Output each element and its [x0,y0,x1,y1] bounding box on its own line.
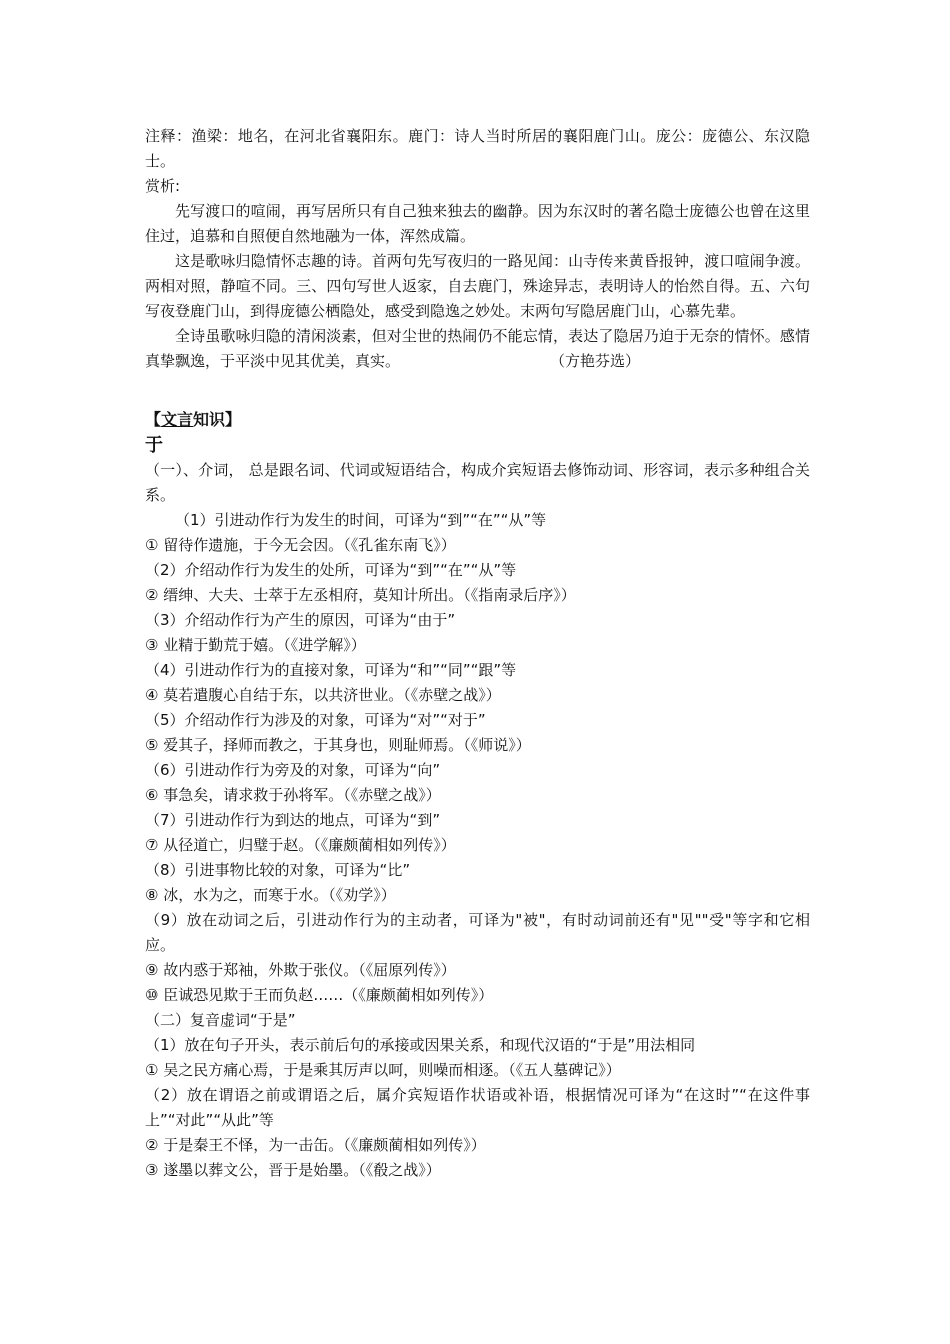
knowledge-line-19: ⑩ 臣诚恐见欺于王而负赵……（《廉颇蔺相如列传》） [145,986,494,1004]
annotation-paragraph: 注释：渔梁：地名，在河北省襄阳东。鹿门：诗人当时所居的襄阳鹿门山。庞公：庞德公、东汉隐士。 [145,127,810,170]
knowledge-line-15: （8）引进事物比较的对象，可译为“比” [145,861,411,879]
section-title-bracket-open: 【 [145,410,162,429]
appreciation-paragraph-3-text: 全诗虽歌咏归隐的清闲淡素，但对尘世的热闹仍不能忘情，表达了隐居乃迫于无奈的情怀。感情真挚飘逸，于平淡中见其优美，真实。 [145,327,810,370]
section-title [145,406,810,434]
knowledge-line-8: ④ 莫若遣腹心自结于东，以共济世业。（《赤壁之战》） [145,686,501,704]
appreciation-paragraph-3-block [145,324,810,374]
knowledge-line-20: （二）复音虚词“于是” [145,1011,296,1029]
knowledge-line-6: ③ 业精于勤荒于嬉。（《进学解》） [145,636,366,654]
appreciation-paragraph-3 [145,324,810,374]
knowledge-line-22: ① 吴之民方痛心焉，于是乘其厉声以呵，则噪而相逐。（《五人墓碑记》） [145,1061,621,1079]
section-title-rest: 知识】 [193,410,242,429]
knowledge-line-5: （3）介绍动作行为产生的原因，可译为“由于” [145,611,456,629]
knowledge-line-4: ② 缙绅、大夫、士萃于左丞相府，莫知计所出。（《指南录后序》） [145,586,576,604]
knowledge-line-18: ⑨ 故内惑于郑袖，外欺于张仪。（《屈原列传》） [145,961,456,979]
knowledge-line-25: ③ 遂墨以葬文公，晋于是始墨。（《殽之战》） [145,1161,441,1179]
document-page [145,124,810,1183]
section-gap [145,374,810,406]
knowledge-line-0: （一）、介词， 总是跟名词、代词或短语结合，构成介宾短语去修饰动词、形容词，表示多种组合关系。 [145,461,810,504]
knowledge-line-16: ⑧ 冰，水为之，而寒于水。（《劝学》） [145,886,396,904]
selector-credit: （方艳芬选） [550,352,641,370]
knowledge-line-21: （1）放在句子开头，表示前后句的承接或因果关系，和现代汉语的“于是”用法相同 [145,1036,696,1054]
knowledge-line-24: ② 于是秦王不怿，为一击缶。（《廉颇蔺相如列传》） [145,1136,486,1154]
knowledge-line-13: （7）引进动作行为到达的地点，可译为“到” [145,811,441,829]
knowledge-line-7: （4）引进动作行为的直接对象，可译为“和”“同”“跟”等 [145,661,517,679]
knowledge-line-11: （6）引进动作行为旁及的对象，可译为“向” [145,761,441,779]
section-title-underlined: 文言 [161,410,194,429]
knowledge-line-14: ⑦ 从径道亡，归璧于赵。（《廉颇蔺相如列传》） [145,836,456,854]
knowledge-line-17: （9）放在动词之后，引进动作行为的主动者，可译为"被"，有时动词前还有"见""受"等字和它相应。 [145,911,810,954]
appreciation-paragraph-2: 这是歌咏归隐情怀志趣的诗。首两句先写夜归的一路见闻：山寺传来黄昏报钟，渡口喧闹争渡。两相对照，静喧不同。三、四句写世人返家，自去鹿门，殊途异志，表明诗人的怡然自得。五、六句写夜登鹿门山，到得庞德公栖隐处，感受到隐逸之妙处。末两句写隐居鹿门山，心慕先辈。 [145,252,810,320]
knowledge-line-23: （2）放在谓语之前或谓语之后，属介宾短语作状语或补语，根据情况可译为“在这时”“在这件事上”“对此”“从此”等 [145,1086,810,1129]
headword: 于 [145,435,163,456]
knowledge-line-3: （2）介绍动作行为发生的处所，可译为“到”“在”“从”等 [145,561,517,579]
knowledge-line-9: （5）介绍动作行为涉及的对象，可译为“对”“对于” [145,711,486,729]
appreciation-paragraph-1: 先写渡口的喧闹，再写居所只有自己独来独去的幽静。因为东汉时的著名隐士庞德公也曾在这里住过，追慕和自照便自然地融为一体，浑然成篇。 [145,202,810,245]
knowledge-line-2: ① 留待作遗施，于今无会因。（《孔雀东南飞》） [145,536,456,554]
knowledge-line-10: ⑤ 爱其子，择师而教之，于其身也，则耻师焉。（《师说》） [145,736,531,754]
appreciation-label: 赏析: [145,177,181,195]
knowledge-line-1: （1）引进动作行为发生的时间，可译为“到”“在”“从”等 [175,511,547,529]
knowledge-line-12: ⑥ 事急矣，请求救于孙将军。（《赤壁之战》） [145,786,441,804]
